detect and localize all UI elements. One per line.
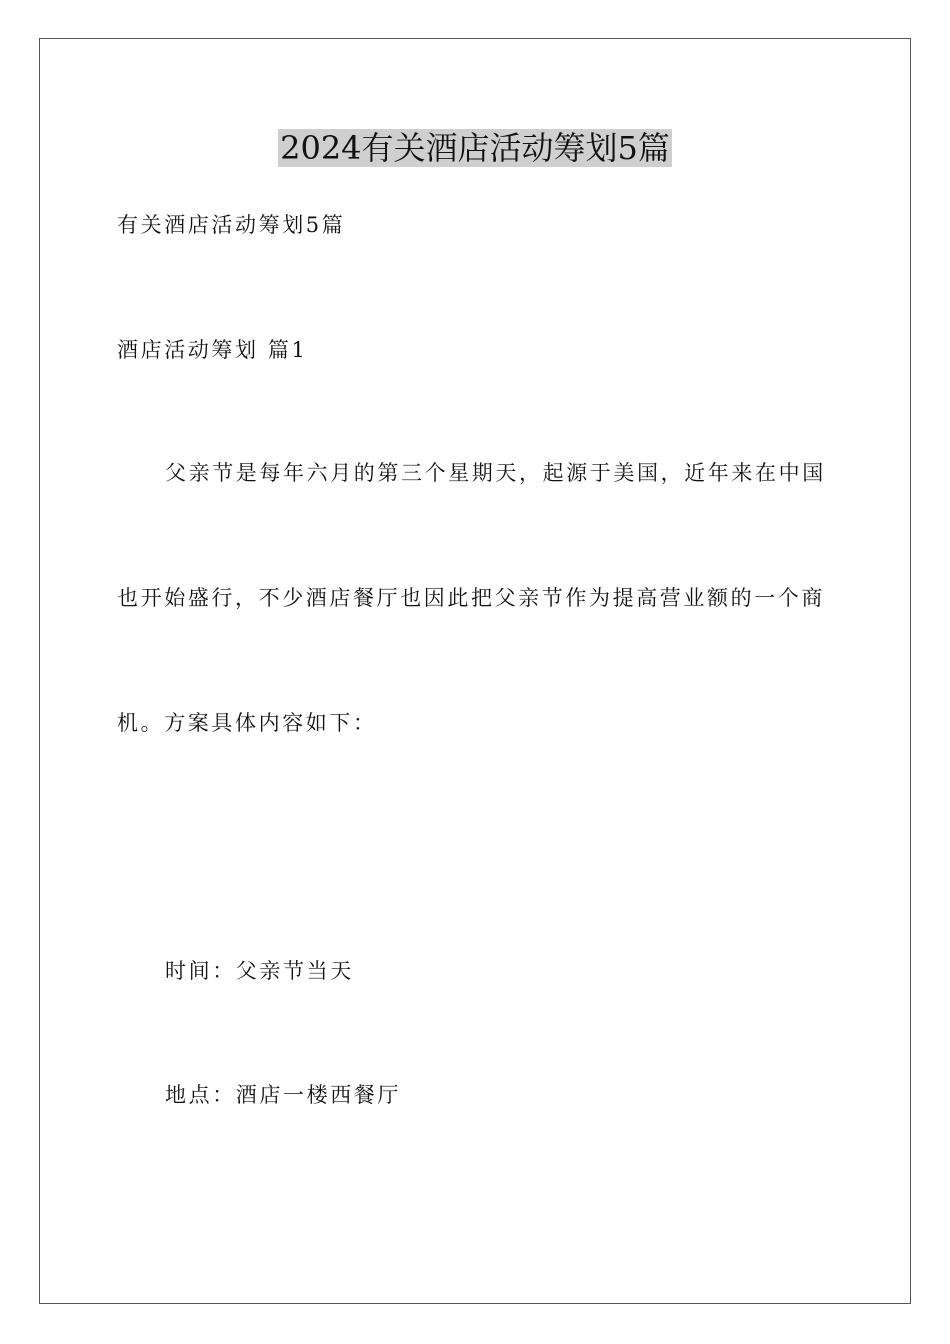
document-title bbox=[0, 127, 950, 169]
document-title-text: 2024有关酒店活动筹划5篇 bbox=[280, 129, 670, 167]
paragraph-line-1: 父亲节是每年六月的第三个星期天，起源于美国，近年来在中国 bbox=[165, 461, 826, 485]
paragraph-line-2: 也开始盛行，不少酒店餐厅也因此把父亲节作为提高营业额的一个商 bbox=[117, 586, 825, 610]
event-place: 地点：酒店一楼西餐厅 bbox=[165, 1083, 401, 1107]
paragraph-line-3: 机。方案具体内容如下： bbox=[117, 711, 377, 735]
event-time: 时间：父亲节当天 bbox=[165, 959, 354, 983]
document-subtitle: 有关酒店活动筹划5篇 bbox=[117, 213, 346, 237]
section-heading: 酒店活动筹划 篇1 bbox=[117, 338, 308, 362]
